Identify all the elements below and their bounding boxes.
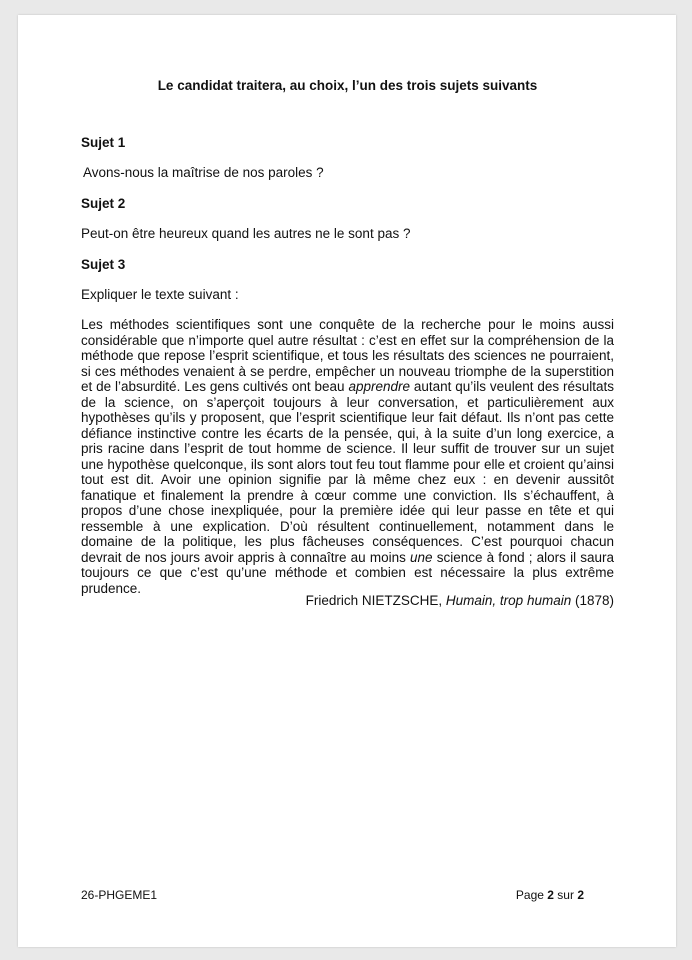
page-mid: sur — [553, 888, 578, 902]
passage-part-3: science à fond ; alors il saura toujours ce que c’est qu’une méthode et combien est nécessaire la plus extrême prudence. — [81, 549, 614, 596]
page-total: 2 — [577, 888, 584, 902]
sujet-2-text: Peut-on être heureux quand les autres ne le sont pas ? — [81, 226, 411, 241]
attribution-work: Humain, trop humain — [445, 593, 572, 608]
nietzsche-passage — [81, 317, 614, 596]
passage-emphasis-une: une — [410, 549, 433, 565]
passage-part-1: Les méthodes scientifiques sont une conquête de la recherche pour le moins aussi considérable que n’importe quel autre résultat : c’est en effet sur la compréhension de la méthode que repose l’esprit scientifique, et tous les résultats des sciences ne pourraient, si ces méthodes venaient à se perdre, empêcher un nouveau triomphe de la superstition et de l’absurdité. Les gens cultivés ont beau — [81, 317, 614, 394]
document-page — [18, 15, 676, 947]
exam-code: 26-PHGEME1 — [81, 888, 158, 902]
sujet-2-title: Sujet 2 — [81, 196, 126, 211]
sujet-1-text: Avons-nous la maîtrise de nos paroles ? — [83, 165, 324, 180]
passage-part-2: autant qu’ils veulent des résultats de la science, on s’aperçoit toujours à leur conversation, et particulièrement aux hypothèses qu’ils y proposent, que l’esprit scientifique leur fait défaut. Ils n’ont pas cette défiance instinctive contre les écarts de la pensée, qui, à la suite d’un long exercice, a pris racine dans l’esprit de tout homme de science. Il leur suffit de trouver sur un sujet une hypothèse quelconque, ils sont alors tout feu tout flamme pour elle et croient qu’ainsi tout est dit. Avoir une opinion signifie par là même chez eux : en devenir aussitôt fanatique et finalement la prendre à cœur comme une conviction. Ils s’échauffent, à propos d’une chose inexpliquée, pour la première idée qui leur passe en tête et qui ressemble à une explication. D’où résultent continuellement, notamment dans le domaine de la politique, les plus fâcheuses conséquences. C’est pourquoi chacun devrait de nos jours avoir appris à connaître au moins — [81, 379, 615, 565]
page-prefix: Page — [515, 888, 548, 902]
page-number — [516, 887, 584, 903]
attribution-author: Friedrich NIETZSCHE, — [305, 593, 446, 608]
page-current: 2 — [547, 888, 554, 902]
passage-emphasis-apprendre: apprendre — [348, 379, 410, 394]
attribution-year: (1878) — [571, 593, 614, 608]
instructions-heading: Le candidat traitera, au choix, l’un des trois sujets suivants — [157, 78, 538, 93]
sujet-3-instruction: Expliquer le texte suivant : — [81, 287, 239, 302]
sujet-3-title: Sujet 3 — [81, 257, 126, 272]
sujet-1-title: Sujet 1 — [81, 135, 126, 150]
passage-attribution — [306, 592, 614, 610]
